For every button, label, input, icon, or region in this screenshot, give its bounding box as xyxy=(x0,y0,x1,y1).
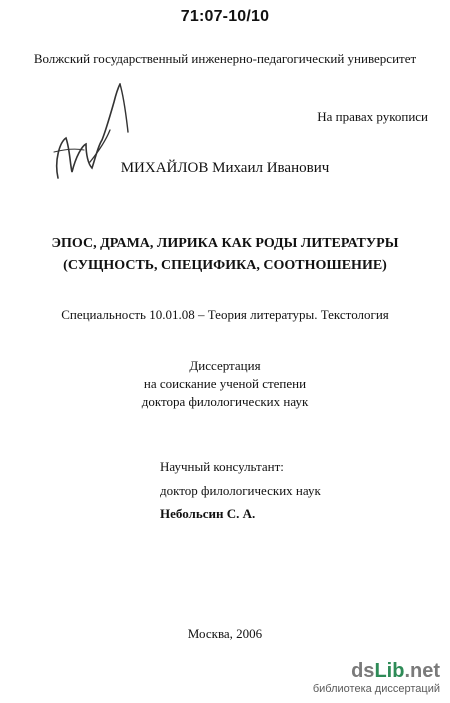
institution-name: Волжский государственный инженерно-педагогический университет xyxy=(33,51,417,66)
dslib-subtitle: библиотека диссертаций xyxy=(312,683,440,695)
dissertation-type-line-2: на соискание ученой степени xyxy=(143,376,307,391)
document-code: 71:07-10/10 xyxy=(180,8,270,25)
logo-part-net: .net xyxy=(404,660,440,682)
logo-part-lib: Lib xyxy=(374,660,405,682)
dissertation-title-line-2: (СУЩНОСТЬ, СПЕЦИФИКА, СООТНОШЕНИЕ) xyxy=(63,258,387,273)
consultant-degree: доктор филологических наук xyxy=(160,483,321,498)
specialty: Специальность 10.01.08 – Теория литературы. Текстология xyxy=(61,307,389,322)
consultant-label: Научный консультант: xyxy=(160,459,284,474)
dissertation-type-line-3: доктора филологических наук xyxy=(141,394,309,409)
manuscript-note: На правах рукописи xyxy=(317,109,428,124)
consultant-name: Небольсин С. А. xyxy=(160,506,256,521)
city-year: Москва, 2006 xyxy=(187,626,263,641)
logo-part-ds: ds xyxy=(351,660,375,682)
dslib-logo xyxy=(313,660,440,682)
author-name: МИХАЙЛОВ Михаил Иванович xyxy=(120,160,330,176)
dissertation-title-line-1: ЭПОС, ДРАМА, ЛИРИКА КАК РОДЫ ЛИТЕРАТУРЫ xyxy=(51,236,399,251)
dissertation-type-line-1: Диссертация xyxy=(189,358,261,373)
dslib-watermark xyxy=(313,660,440,695)
